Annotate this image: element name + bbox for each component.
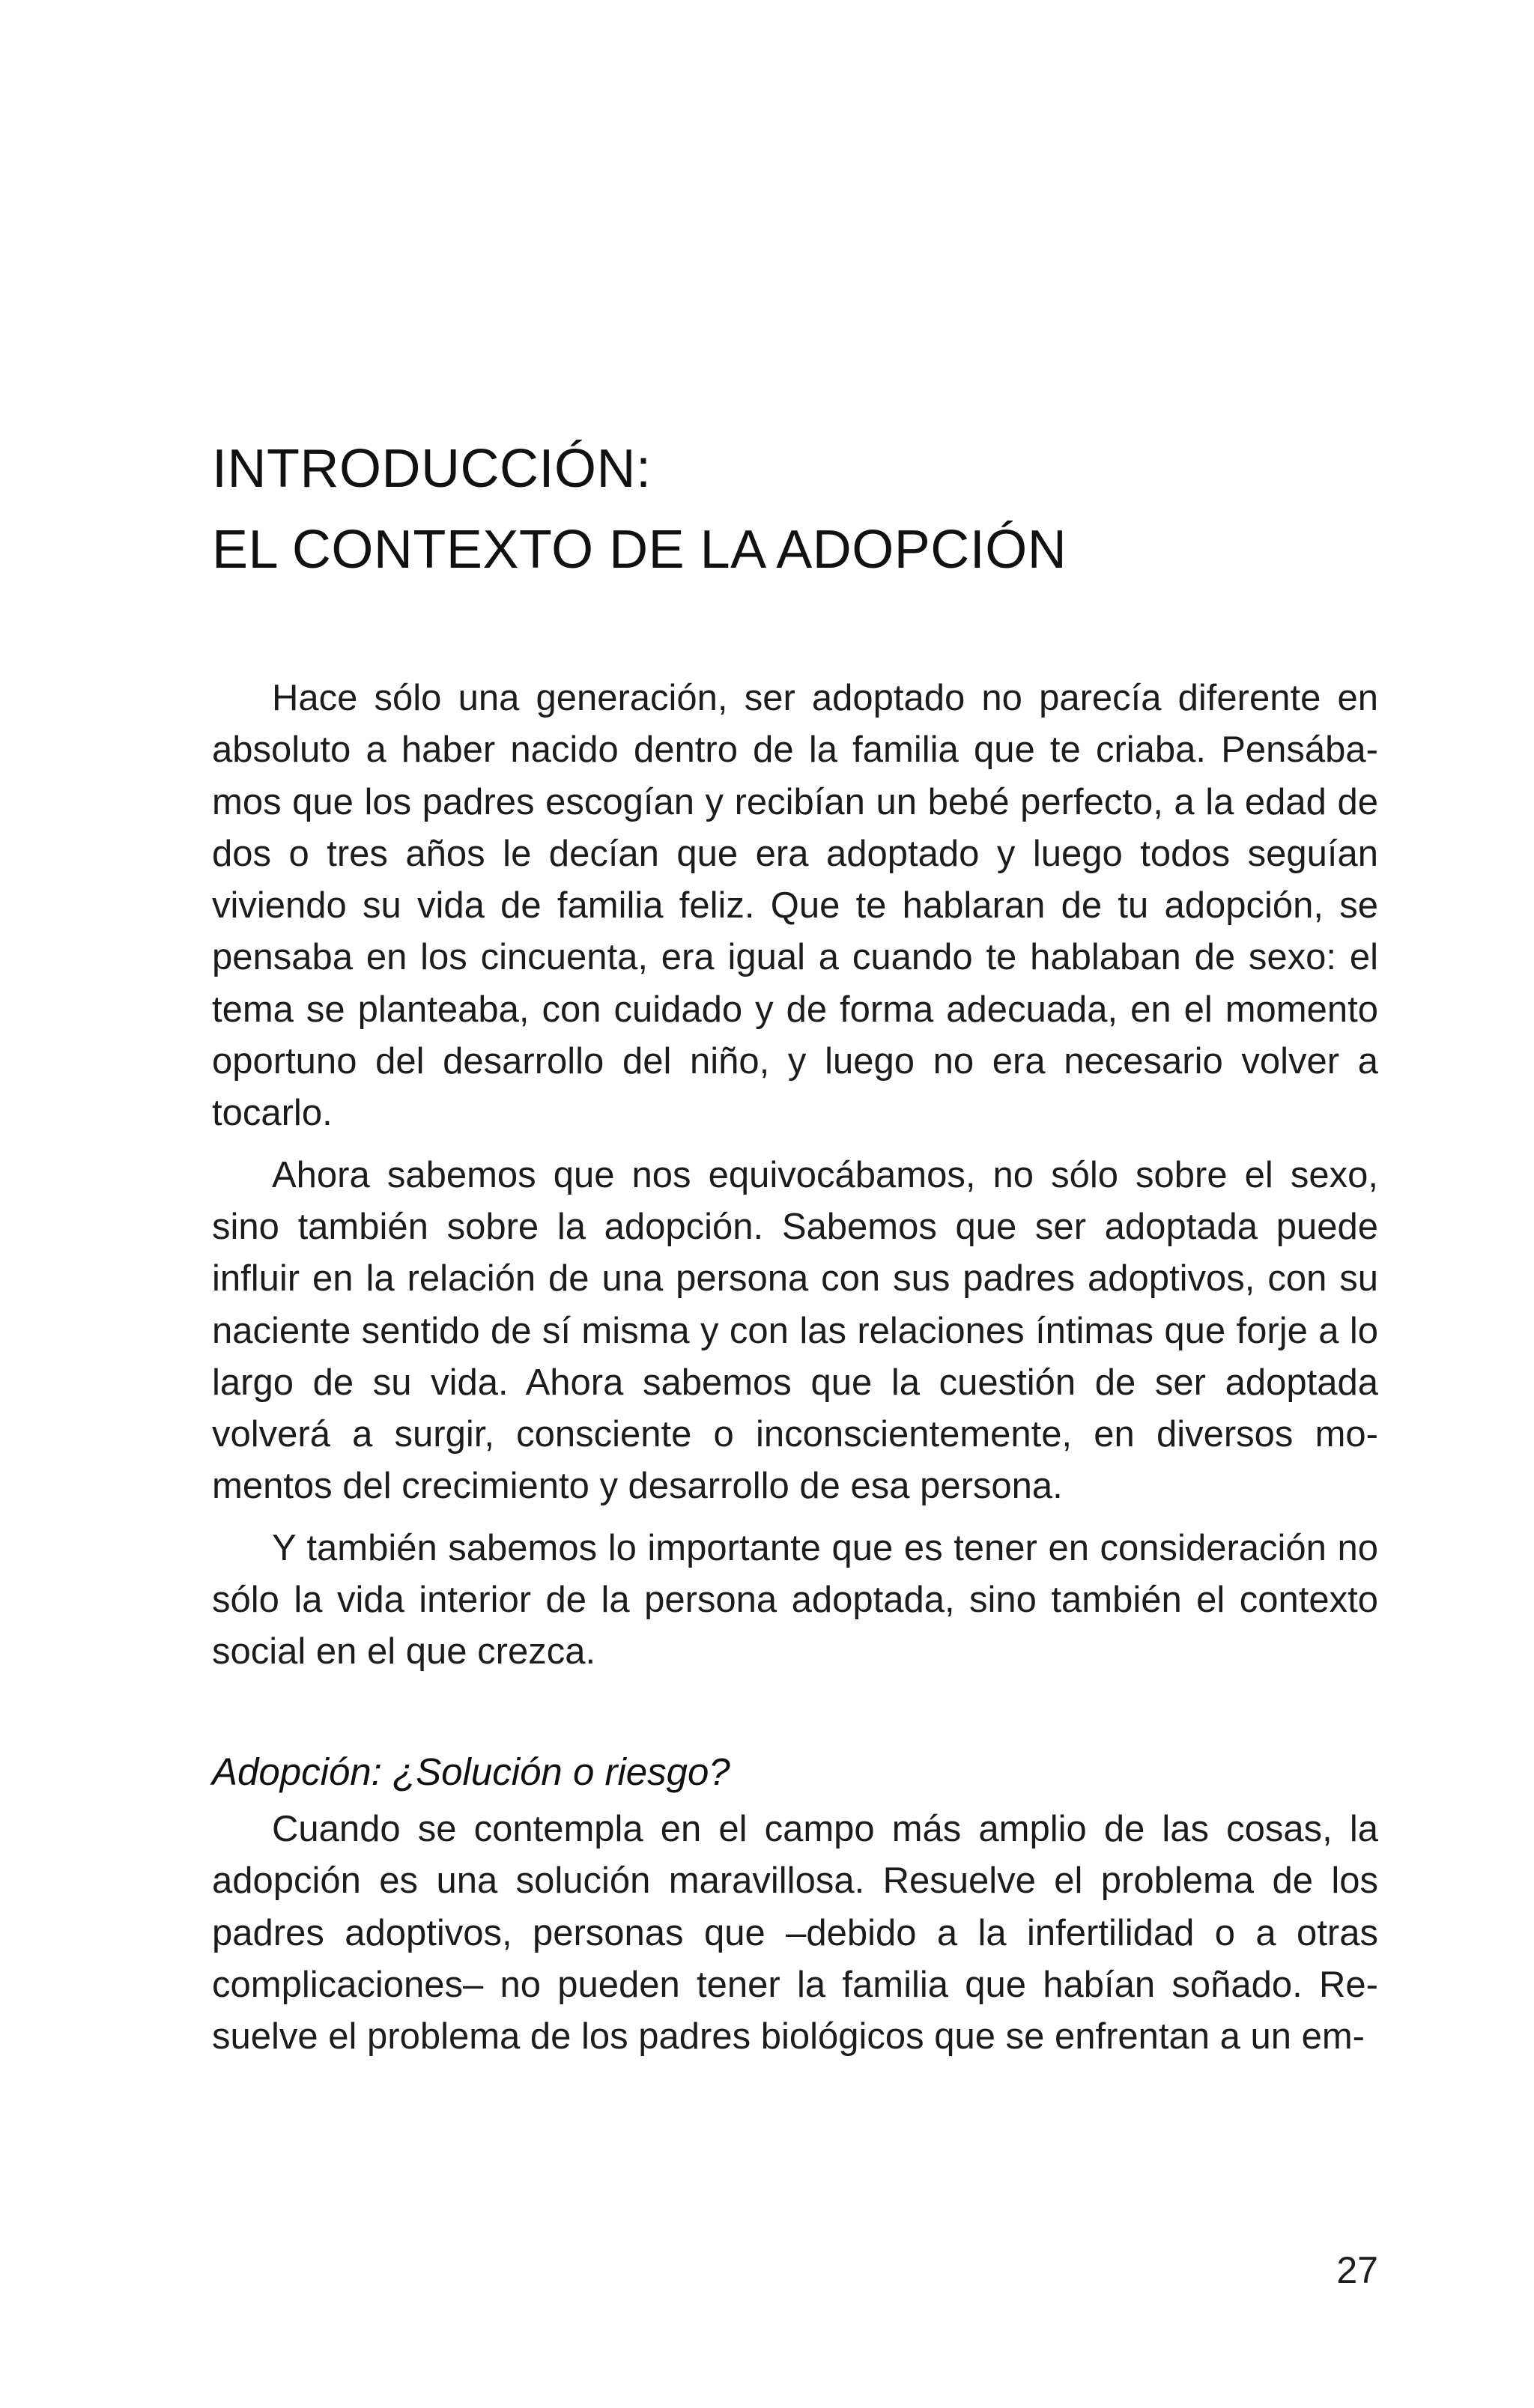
page-number: 27 bbox=[1336, 2249, 1378, 2291]
chapter-title bbox=[212, 428, 1380, 590]
chapter-title-line-1: INTRODUCCIÓN: bbox=[212, 439, 652, 499]
section-heading: Adopción: ¿Solución o riesgo? bbox=[212, 1750, 730, 1793]
paragraph-3: Y también sabemos lo importante que es tener en consideración no sólo la vida interior de la persona adoptada, sino también el contexto social en el que crezca. bbox=[212, 1527, 1378, 1672]
section-paragraph: Cuando se contempla en el campo más amplio de las cosas, la adopción es una solución maravillosa. Resuelve el problema de los padres adoptivos, personas que –debido a la infertilidad o a otras complicaciones– no pueden tener la familia que habían soñado. Resuelve el problema de los padres biológicos que se enfrentan a un em- bbox=[212, 1809, 1378, 2057]
intro-text bbox=[212, 673, 1378, 1678]
section-text bbox=[212, 1804, 1378, 2063]
chapter-title-line-2: EL CONTEXTO DE LA ADOPCIÓN bbox=[212, 520, 1067, 580]
paragraph-2: Ahora sabemos que nos equivocábamos, no sólo sobre el sexo, sino también sobre la adopción. Sabemos que ser adoptada puede influir en la relación de una persona con sus padres adoptivos, con su naciente sentido de sí misma y con las relaciones íntimas que forje a lo largo de su vida. Ahora sabemos que la cuestión de ser adoptada volverá a surgir, consciente o inconscientemente, en diversos momentos del crecimiento y desarrollo de esa persona. bbox=[212, 1154, 1378, 1507]
paragraph-1: Hace sólo una generación, ser adoptado no parecía diferente en absoluto a haber nacido dentro de la familia que te criaba. Pensábamos que los padres escogían y recibían un bebé perfecto, a la edad de dos o tres años le decían que era adoptado y luego todos seguían viviendo su vida de familia feliz. Que te hablaran de tu adopción, se pensaba en los cincuenta, era igual a cuando te hablaban de sexo: el tema se planteaba, con cuidado y de forma adecuada, en el momento oportuno del desarrollo del niño, y luego no era necesario volver a tocarlo. bbox=[212, 678, 1378, 1134]
